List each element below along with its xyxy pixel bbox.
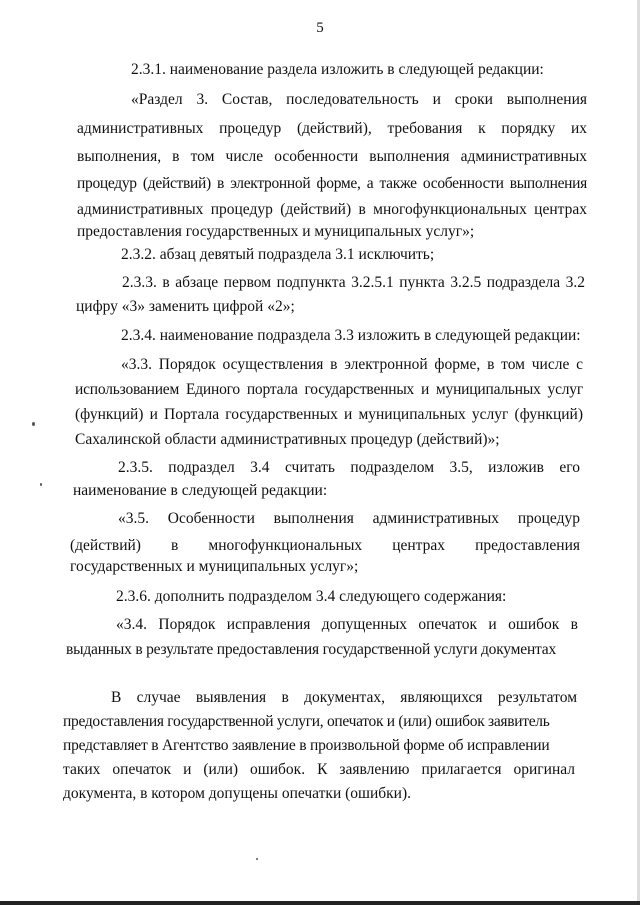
text-line: процедур (действий) в электронной форме, а также особенности выполнения xyxy=(77,175,587,192)
scan-speck xyxy=(256,858,258,860)
text-line: выполнения, в том числе особенности выполнения административных xyxy=(77,148,587,165)
text-line: государственных и муниципальных услуг»; xyxy=(70,558,359,575)
text-line: (действий) в многофункциональных центрах предоставления xyxy=(70,537,580,554)
scan-speck xyxy=(32,422,35,426)
text-line: документа, в котором допущены опечатки (ошибки). xyxy=(63,785,412,802)
scan-speck xyxy=(40,483,42,486)
text-line: «3.5. Особенности выполнения административных процедур xyxy=(118,510,580,527)
text-line: 2.3.5. подраздел 3.4 считать подразделом 3.5, изложив его xyxy=(118,459,580,476)
text-line: административных процедур (действий) в многофункциональных центрах xyxy=(77,201,587,218)
text-line: предоставления государственных и муниципальных услуг»; xyxy=(77,223,475,240)
text-line: предоставления государственной услуги, опечаток и (или) ошибок заявитель xyxy=(63,713,550,730)
text-line: Сахалинской области административных процедур (действий)»; xyxy=(75,431,500,448)
text-line: наименование в следующей редакции: xyxy=(73,482,328,499)
text-line: 2.3.1. наименование раздела изложить в следующей редакции: xyxy=(131,61,544,78)
text-line: использованием Единого портала государственных и муниципальных услуг xyxy=(75,381,583,398)
scan-edge xyxy=(0,901,640,905)
text-line: 2.3.6. дополнить подразделом 3.4 следующего содержания: xyxy=(116,588,507,605)
text-line: 2.3.2. абзац девятый подраздела 3.1 исключить; xyxy=(121,246,435,263)
text-line: административных процедур (действий), требования к порядку их xyxy=(77,120,587,137)
text-line: представляет в Агентство заявление в произвольной форме об исправлении xyxy=(63,737,550,754)
text-line: В случае выявления в документах, являющихся результатом xyxy=(111,689,577,706)
text-line: «3.4. Порядок исправления допущенных опечаток и ошибок в xyxy=(116,616,578,633)
text-line: «Раздел 3. Состав, последовательность и сроки выполнения xyxy=(131,91,587,108)
text-line: 2.3.3. в абзаце первом подпункта 3.2.5.1 пункта 3.2.5 подраздела 3.2 xyxy=(122,274,585,291)
page-number: 5 xyxy=(316,20,324,36)
text-line: (функций) и Портала государственных и муниципальных услуг (функций) xyxy=(75,406,583,423)
text-line: 2.3.4. наименование подраздела 3.3 изложить в следующей редакции: xyxy=(121,327,581,344)
text-line: таких опечаток и (или) ошибок. К заявлению прилагается оригинал xyxy=(63,761,575,778)
text-line: выданных в результате предоставления государственной услуги документах xyxy=(66,641,557,658)
text-line: цифру «3» заменить цифрой «2»; xyxy=(76,298,295,315)
text-line: «3.3. Порядок осуществления в электронной форме, в том числе с xyxy=(121,356,583,373)
